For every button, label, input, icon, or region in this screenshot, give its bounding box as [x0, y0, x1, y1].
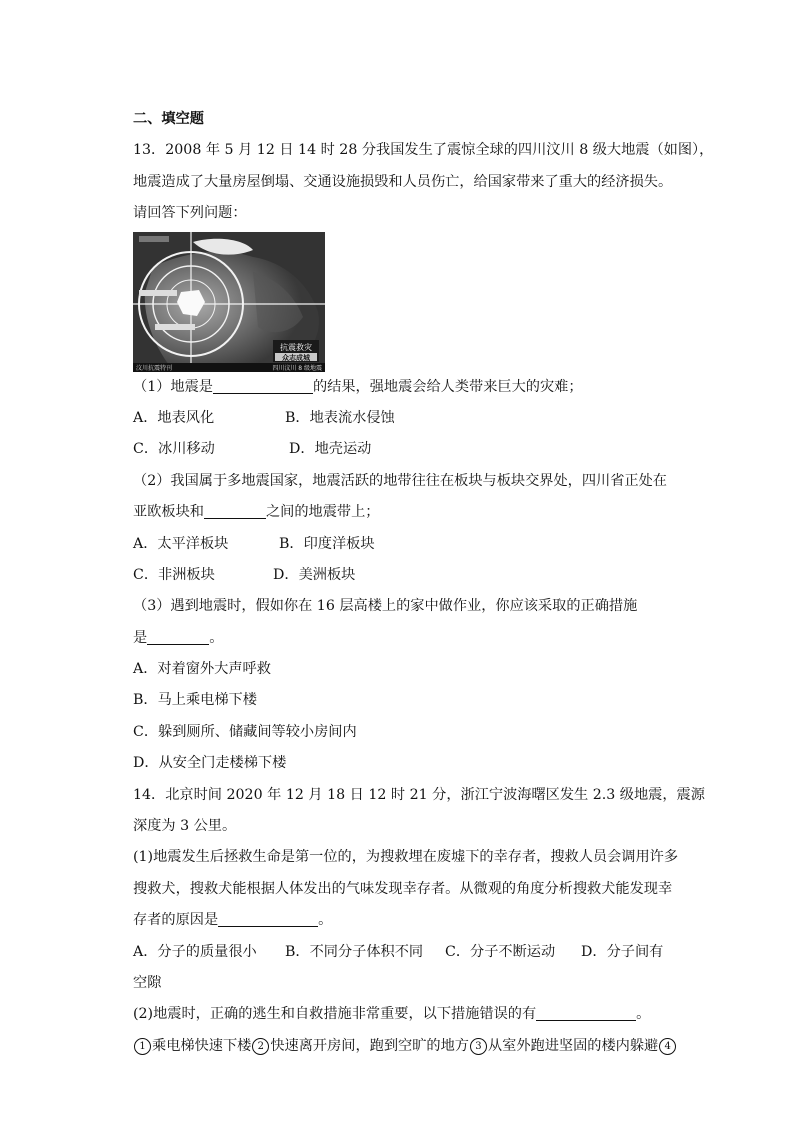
figure-label-top: 抗震救灾 — [280, 342, 312, 352]
figure-caption-left: 汶川抗震特刊 — [136, 364, 173, 372]
q13-p1-stem: （1）地震是 的结果，强地震会给人类带来巨大的灾难； — [133, 372, 663, 403]
q13-intro-2: 地震造成了大量房屋倒塌、交通设施损毁和人员伤亡，给国家带来了重大的经济损失。 — [133, 173, 673, 190]
q13-p2-option-b: B．印度洋板块 — [279, 535, 375, 552]
q13-p1-option-d: D．地壳运动 — [289, 441, 372, 458]
measure-3: 从室外跑进坚固的楼内躲避 — [487, 1037, 659, 1054]
q13-p1-options-row1 — [133, 403, 663, 434]
q14-p1-stem-3: 存者的原因是 。 — [133, 905, 663, 936]
measure-3-marker: 3 — [470, 1038, 487, 1055]
q14-p1-option-c: C．分子不断运动 — [445, 943, 556, 960]
q14-p1-options — [133, 937, 663, 968]
q14-p1-option-a: A．分子的质量很小 — [133, 943, 257, 960]
q14-p1-stem-1: (1)地震发生后拯救生命是第一位的，为搜救埋在废墟下的幸存者，搜救人员会调用许多 — [133, 849, 679, 866]
q13-p2-option-d: D．美洲板块 — [273, 566, 356, 583]
q13-p2-answer-blank[interactable] — [204, 501, 266, 519]
q14-p1-option-b: B．不同分子体积不同 — [285, 943, 424, 960]
measure-1-marker: 1 — [134, 1038, 151, 1055]
q13-p1-answer-blank[interactable] — [213, 376, 313, 394]
earthquake-map-graphic — [133, 232, 325, 372]
q13-p3-option-b: B．马上乘电梯下楼 — [133, 692, 257, 709]
q13-p3-option-a: A．对着窗外大声呼救 — [133, 661, 271, 678]
q13-p2-option-a: A．太平洋板块 — [133, 535, 229, 552]
earthquake-map-image — [133, 232, 325, 372]
q13-p3-stem-2: 是 。 — [133, 623, 663, 654]
measure-4-marker: 4 — [659, 1038, 676, 1055]
q13-p3-option-c: C．躲到厕所、储藏间等较小房间内 — [133, 723, 357, 740]
q13-p1-option-b: B．地表流水侵蚀 — [285, 409, 395, 426]
q13-p3-answer-blank[interactable] — [147, 627, 209, 645]
q13-p1-option-a: A．地表风化 — [133, 409, 215, 426]
q13-intro-1: 13．2008 年 5 月 12 日 14 时 28 分我国发生了震惊全球的四川汶川 8 级大地震（如图）， — [133, 142, 714, 159]
q14-p1-stem-2: 搜救犬，搜救犬能根据人体发出的气味发现幸存者。从微观的角度分析搜救犬能发现幸 — [133, 880, 673, 897]
q14-p2-answer-blank[interactable] — [536, 1003, 636, 1021]
q14-p1-option-d-continued: 空隙 — [133, 974, 162, 991]
q14-p1-answer-blank[interactable] — [218, 909, 318, 927]
q13-p1-option-c: C．冰川移动 — [133, 441, 215, 458]
measure-1: 乘电梯快速下楼 — [152, 1037, 252, 1054]
q13-p2-stem-1: （2）我国属于多地震国家，地震活跃的地带往往在板块与板块交界处，四川省正处在 — [133, 472, 667, 489]
figure-caption-right: 四川汶川 8 级地震 — [272, 364, 322, 372]
q13-p1-options-row2 — [133, 434, 663, 465]
q14-intro-1: 14．北京时间 2020 年 12 月 18 日 12 时 21 分，浙江宁波海曙区发生 2.3 级地震，震源 — [133, 786, 705, 803]
q13-intro-3: 请回答下列问题： — [133, 205, 247, 222]
q13-p3-option-d: D．从安全门走楼梯下楼 — [133, 755, 287, 772]
worksheet-content — [133, 104, 714, 1062]
q14-p2-stem: (2)地震时，正确的逃生和自救措施非常重要，以下措施错误的有 。 — [133, 999, 663, 1030]
measure-2: 快速离开房间，跑到空旷的地方 — [270, 1037, 469, 1054]
q13-p2-options-row1 — [133, 529, 663, 560]
q13-p2-option-c: C．非洲板块 — [133, 566, 215, 583]
q13-p2-stem-2: 亚欧板块和 之间的地震带上； — [133, 497, 663, 528]
figure-label-bottom: 众志成城 — [282, 353, 310, 362]
q13-p2-options-row2 — [133, 560, 663, 591]
q14-intro-2: 深度为 3 公里。 — [133, 818, 237, 835]
q13-p3-stem-1: （3）遇到地震时，假如你在 16 层高楼上的家中做作业，你应该采取的正确措施 — [133, 598, 638, 615]
measure-2-marker: 2 — [252, 1038, 269, 1055]
q14-p2-measures — [133, 1031, 671, 1062]
section-title: 二、填空题 — [133, 111, 204, 127]
q14-p1-option-d: D．分子间有 — [581, 943, 664, 960]
